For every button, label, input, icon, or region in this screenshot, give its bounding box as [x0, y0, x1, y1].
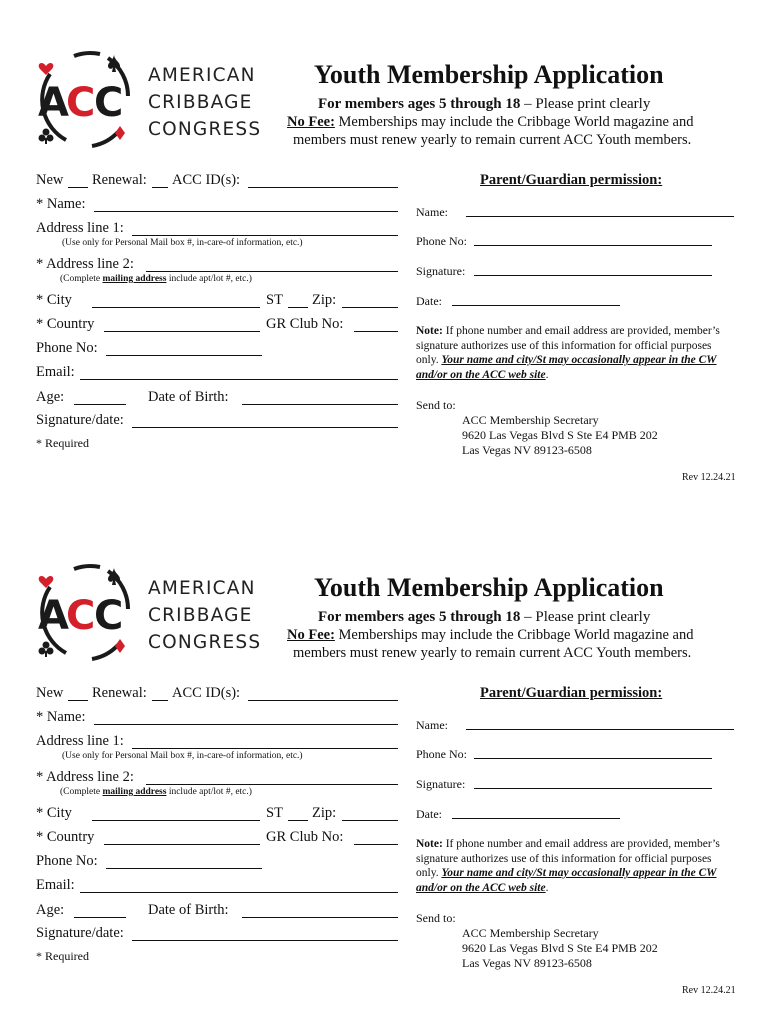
city-label: * City	[36, 292, 72, 308]
no-fee-line-2: members must renew yearly to remain current ACC Youth members.	[293, 645, 692, 661]
renewal-label: Renewal:	[92, 685, 147, 701]
new-field[interactable]	[68, 187, 88, 188]
form-subtitle	[318, 96, 650, 113]
renewal-field[interactable]	[152, 187, 168, 188]
age-label: Age:	[36, 389, 65, 405]
address-line-2: 9620 Las Vegas Blvd S Ste E4 PMB 202	[462, 941, 658, 955]
svg-text:A: A	[38, 80, 69, 126]
address-line-1: ACC Membership Secretary	[462, 413, 599, 427]
address-line-2: 9620 Las Vegas Blvd S Ste E4 PMB 202	[462, 428, 658, 442]
guardian-permission-heading: Parent/Guardian permission:	[480, 172, 663, 188]
address-2-note-pre: (Complete	[60, 274, 103, 284]
note-text: If phone number and email address are provided, member’s signature authorizes use of this information for official purposes only.	[416, 838, 720, 879]
renewal-field[interactable]	[152, 700, 168, 701]
guardian-signature-label: Signature:	[416, 264, 466, 278]
print-instruction: – Please print clearly	[520, 96, 651, 112]
signature-date-field[interactable]	[132, 427, 398, 428]
age-range: For members ages 5 through 18	[318, 609, 521, 625]
svg-text:A: A	[38, 593, 69, 639]
email-label: Email:	[36, 364, 75, 380]
country-label: * Country	[36, 829, 95, 845]
address-1-label: Address line 1:	[36, 733, 124, 749]
address-2-field[interactable]	[146, 271, 398, 272]
guardian-name-field[interactable]	[466, 729, 734, 730]
address-1-note: (Use only for Personal Mail box #, in-care-of information, etc.)	[62, 751, 303, 761]
required-note: * Required	[36, 436, 89, 450]
membership-form-bottom	[0, 513, 770, 1025]
note-label: Note:	[416, 838, 443, 850]
no-fee-label: No Fee:	[287, 627, 335, 643]
name-field[interactable]	[94, 724, 398, 725]
note-emphasis: Your name and city/St may occasionally appear in the CW and/or on the ACC web site	[416, 867, 717, 894]
address-2-field[interactable]	[146, 784, 398, 785]
guardian-name-label: Name:	[416, 205, 448, 219]
privacy-note	[416, 837, 736, 895]
new-label: New	[36, 685, 64, 701]
acc-logo-mark	[30, 557, 142, 667]
dob-label: Date of Birth:	[148, 902, 229, 918]
logo-line-3: CONGRESS	[148, 119, 262, 140]
address-2-note-em: mailing address	[102, 787, 167, 797]
email-label: Email:	[36, 877, 75, 893]
address-1-label: Address line 1:	[36, 220, 124, 236]
address-2-note-pre: (Complete	[60, 787, 103, 797]
acc-id-label: ACC ID(s):	[172, 685, 241, 701]
guardian-name-field[interactable]	[466, 216, 734, 217]
no-fee-line-2: members must renew yearly to remain current ACC Youth members.	[293, 132, 692, 148]
country-label: * Country	[36, 316, 95, 332]
guardian-signature-label: Signature:	[416, 777, 466, 791]
zip-label: Zip:	[312, 805, 337, 821]
address-line-3: Las Vegas NV 89123-6508	[462, 443, 592, 457]
note-text: If phone number and email address are provided, member’s signature authorizes use of this information for official purposes only.	[416, 325, 720, 366]
acc-id-label: ACC ID(s):	[172, 172, 241, 188]
note-label: Note:	[416, 325, 443, 337]
guardian-date-field[interactable]	[452, 818, 620, 819]
acc-logo	[30, 44, 270, 154]
name-label: * Name:	[36, 709, 86, 725]
form-title: Youth Membership Application	[314, 573, 664, 602]
new-label: New	[36, 172, 64, 188]
note-emphasis: Your name and city/St may occasionally appear in the CW and/or on the ACC web site	[416, 354, 717, 381]
city-field[interactable]	[92, 307, 260, 308]
acc-id-field[interactable]	[248, 187, 398, 188]
zip-label: Zip:	[312, 292, 337, 308]
send-to-label: Send to:	[416, 911, 456, 925]
age-label: Age:	[36, 902, 65, 918]
logo-wordmark	[148, 575, 261, 656]
address-2-note	[60, 274, 252, 284]
name-label: * Name:	[36, 196, 86, 212]
mailing-address	[462, 413, 658, 458]
email-field[interactable]	[80, 379, 398, 380]
send-to-label: Send to:	[416, 398, 456, 412]
address-2-note-em: mailing address	[102, 274, 167, 284]
guardian-phone-field[interactable]	[474, 245, 712, 246]
zip-field[interactable]	[342, 820, 398, 821]
state-field[interactable]	[288, 307, 308, 308]
revision-label: Rev 12.24.21	[682, 985, 736, 996]
acc-logo	[30, 557, 270, 667]
svg-text:C: C	[94, 80, 124, 126]
guardian-name-label: Name:	[416, 718, 448, 732]
signature-date-label: Signature/date:	[36, 925, 124, 941]
logo-line-2: CRIBBAGE	[148, 605, 253, 626]
address-2-note	[60, 787, 252, 797]
age-range: For members ages 5 through 18	[318, 96, 521, 112]
logo-wordmark	[148, 62, 261, 143]
logo-line-1: AMERICAN	[148, 578, 256, 599]
phone-label: Phone No:	[36, 340, 98, 356]
svg-text:C: C	[66, 80, 96, 126]
country-field[interactable]	[104, 844, 260, 845]
guardian-permission-heading: Parent/Guardian permission:	[480, 685, 663, 701]
no-fee-text-1: Memberships may include the Cribbage World magazine and	[334, 627, 694, 643]
guardian-signature-field[interactable]	[474, 275, 712, 276]
city-field[interactable]	[92, 820, 260, 821]
signature-date-field[interactable]	[132, 940, 398, 941]
address-line-1: ACC Membership Secretary	[462, 926, 599, 940]
svg-text:C: C	[66, 593, 96, 639]
address-1-field[interactable]	[132, 235, 398, 236]
print-instruction: – Please print clearly	[520, 609, 651, 625]
acc-id-field[interactable]	[248, 700, 398, 701]
gr-club-label: GR Club No:	[266, 829, 344, 845]
guardian-phone-label: Phone No:	[416, 234, 467, 248]
form-subtitle	[318, 609, 650, 626]
email-field[interactable]	[80, 892, 398, 893]
privacy-note	[416, 324, 736, 382]
no-fee-line-1	[287, 627, 693, 644]
address-1-field[interactable]	[132, 748, 398, 749]
guardian-date-label: Date:	[416, 807, 442, 821]
phone-field[interactable]	[106, 355, 262, 356]
signature-date-label: Signature/date:	[36, 412, 124, 428]
note-end: .	[545, 881, 549, 894]
address-2-note-post: include apt/lot #, etc.)	[166, 787, 252, 797]
state-label: ST	[266, 292, 283, 308]
no-fee-text-1: Memberships may include the Cribbage World magazine and	[334, 114, 694, 130]
logo-line-2: CRIBBAGE	[148, 92, 253, 113]
gr-club-field[interactable]	[354, 844, 398, 845]
dob-field[interactable]	[242, 917, 398, 918]
new-field[interactable]	[68, 700, 88, 701]
phone-label: Phone No:	[36, 853, 98, 869]
guardian-signature-field[interactable]	[474, 788, 712, 789]
address-2-label: * Address line 2:	[36, 256, 134, 272]
address-2-note-post: include apt/lot #, etc.)	[166, 274, 252, 284]
gr-club-field[interactable]	[354, 331, 398, 332]
logo-line-1: AMERICAN	[148, 65, 256, 86]
membership-form-top	[0, 0, 770, 512]
zip-field[interactable]	[342, 307, 398, 308]
address-1-note: (Use only for Personal Mail box #, in-care-of information, etc.)	[62, 238, 303, 248]
acc-logo-mark	[30, 44, 142, 154]
country-field[interactable]	[104, 331, 260, 332]
name-field[interactable]	[94, 211, 398, 212]
state-field[interactable]	[288, 820, 308, 821]
address-2-label: * Address line 2:	[36, 769, 134, 785]
guardian-phone-label: Phone No:	[416, 747, 467, 761]
guardian-date-field[interactable]	[452, 305, 620, 306]
dob-label: Date of Birth:	[148, 389, 229, 405]
required-note: * Required	[36, 949, 89, 963]
renewal-label: Renewal:	[92, 172, 147, 188]
guardian-phone-field[interactable]	[474, 758, 712, 759]
city-label: * City	[36, 805, 72, 821]
phone-field[interactable]	[106, 868, 262, 869]
age-field[interactable]	[74, 404, 126, 405]
address-line-3: Las Vegas NV 89123-6508	[462, 956, 592, 970]
dob-field[interactable]	[242, 404, 398, 405]
no-fee-label: No Fee:	[287, 114, 335, 130]
no-fee-line-1	[287, 114, 693, 131]
gr-club-label: GR Club No:	[266, 316, 344, 332]
state-label: ST	[266, 805, 283, 821]
svg-text:C: C	[94, 593, 124, 639]
form-title: Youth Membership Application	[314, 60, 664, 89]
note-end: .	[545, 368, 549, 381]
guardian-date-label: Date:	[416, 294, 442, 308]
logo-line-3: CONGRESS	[148, 632, 262, 653]
revision-label: Rev 12.24.21	[682, 472, 736, 483]
age-field[interactable]	[74, 917, 126, 918]
mailing-address	[462, 926, 658, 971]
